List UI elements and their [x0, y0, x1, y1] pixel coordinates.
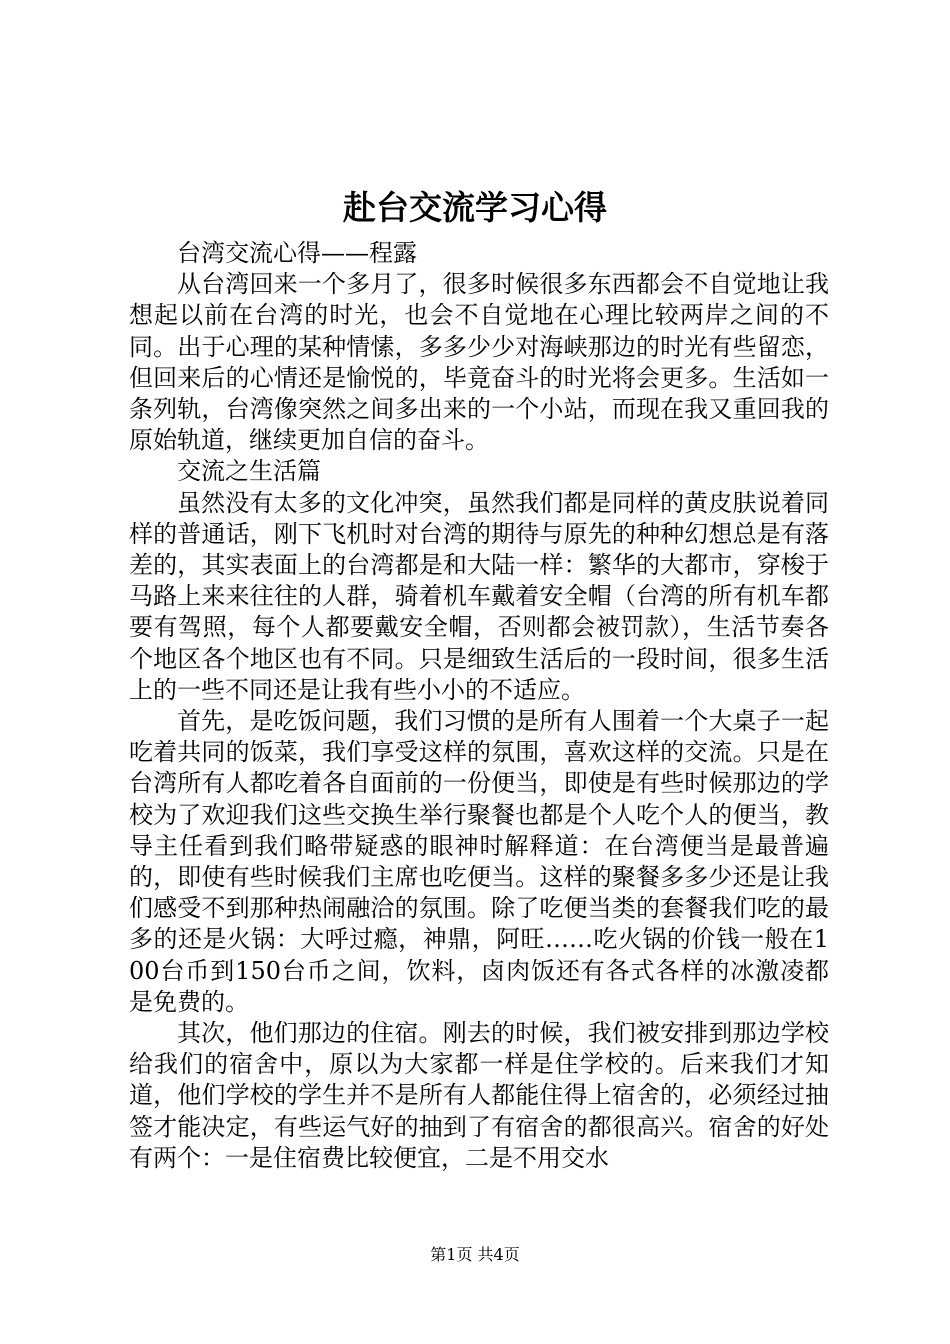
document-body	[129, 238, 829, 1174]
document-title: 赴台交流学习心得	[343, 188, 607, 227]
section-heading: 交流之生活篇	[177, 457, 321, 486]
page-footer: 第1页 共4页	[430, 1245, 520, 1264]
intro-paragraph: 从台湾回来一个多月了，很多时候很多东西都会不自觉地让我想起以前在台湾的时光，也会不自觉地在心理比较两岸之间的不同。出于心理的某种情愫，多多少少对海峡那边的时光有些留恋，但回来后的心情还是愉悦的，毕竟奋斗的时光将会更多。生活如一条列轨，台湾像突然之间多出来的一个小站，而现在我又重回我的原始轨道，继续更加自信的奋斗。	[129, 270, 829, 455]
subtitle-paragraph: 台湾交流心得——程露	[177, 239, 417, 267]
body-paragraph: 其次，他们那边的住宿。刚去的时候，我们被安排到那边学校给我们的宿舍中，原以为大家都一样是住学校的。后来我们才知道，他们学校的学生并不是所有人都能住得上宿舍的，必须经过抽签才能决定，有些运气好的抽到了有宿舍的都很高兴。宿舍的好处有两个：一是住宿费比较便宜，二是不用交水	[129, 1019, 829, 1172]
body-paragraph: 首先，是吃饭问题，我们习惯的是所有人围着一个大桌子一起吃着共同的饭菜，我们享受这样的氛围，喜欢这样的交流。只是在台湾所有人都吃着各自面前的一份便当，即使是有些时候那边的学校为了欢迎我们这些交换生举行聚餐也都是个人吃个人的便当，教导主任看到我们略带疑惑的眼神时解释道：在台湾便当是最普遍的，即使有些时候我们主席也吃便当。这样的聚餐多多少还是让我们感受不到那种热闹融洽的氛围。除了吃便当类的套餐我们吃的最多的还是火锅：大呼过瘾，神鼎，阿旺……吃火锅的价钱一般在100台币到150台币之间，饮料，卤肉饭还有各式各样的冰激凌都是免费的。	[129, 707, 829, 1016]
body-paragraph: 虽然没有太多的文化冲突，虽然我们都是同样的黄皮肤说着同样的普通话，刚下飞机时对台湾的期待与原先的种种幻想总是有落差的，其实表面上的台湾都是和大陆一样：繁华的大都市，穿梭于马路上来来往往的人群，骑着机车戴着安全帽（台湾的所有机车都要有驾照，每个人都要戴安全帽，否则都会被罚款），生活节奏各个地区各个地区也有不同。只是细致生活后的一段时间，很多生活上的一些不同还是让我有些小小的不适应。	[129, 488, 829, 704]
